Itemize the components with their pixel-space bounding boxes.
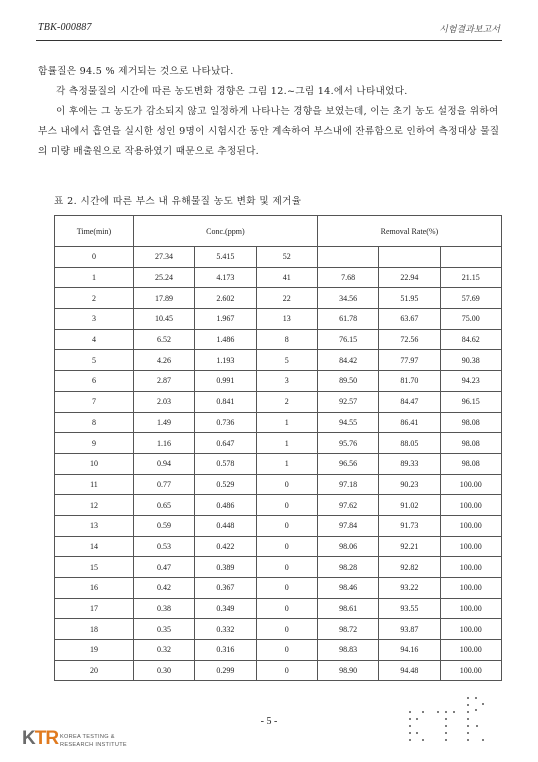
concentration-cell: 0.38 [133, 598, 194, 619]
concentration-cell: 0.47 [133, 557, 194, 578]
table-row [55, 453, 502, 474]
time-cell: 11 [55, 474, 134, 495]
concentration-cell: 0 [256, 640, 317, 661]
time-cell: 12 [55, 495, 134, 516]
time-cell: 7 [55, 391, 134, 412]
time-cell: 18 [55, 619, 134, 640]
removal-rate-cell: 61.78 [317, 309, 378, 330]
concentration-cell: 6.52 [133, 329, 194, 350]
concentration-cell: 1.49 [133, 412, 194, 433]
time-cell: 15 [55, 557, 134, 578]
removal-rate-cell: 94.55 [317, 412, 378, 433]
concentration-cell: 0.736 [195, 412, 256, 433]
table-row [55, 515, 502, 536]
concentration-cell: 3 [256, 371, 317, 392]
concentration-cell: 1.16 [133, 433, 194, 454]
table-row [55, 536, 502, 557]
removal-rate-cell: 100.00 [440, 495, 501, 516]
concentration-cell: 0.42 [133, 578, 194, 599]
concentration-cell: 13 [256, 309, 317, 330]
concentration-cell: 0.841 [195, 391, 256, 412]
removal-rate-cell: 92.21 [379, 536, 440, 557]
removal-rate-cell: 90.23 [379, 474, 440, 495]
removal-rate-cell: 97.84 [317, 515, 378, 536]
removal-rate-cell: 100.00 [440, 660, 501, 681]
concentration-cell: 0.389 [195, 557, 256, 578]
logo-line-1: KOREA TESTING & [60, 734, 115, 740]
concentration-cell: 1 [256, 412, 317, 433]
time-cell: 14 [55, 536, 134, 557]
removal-rate-cell: 89.50 [317, 371, 378, 392]
concentration-cell: 0.647 [195, 433, 256, 454]
removal-rate-cell: 95.76 [317, 433, 378, 454]
concentration-cell: 2 [256, 391, 317, 412]
concentration-cell: 25.24 [133, 267, 194, 288]
removal-rate-cell: 100.00 [440, 619, 501, 640]
concentration-cell: 0.529 [195, 474, 256, 495]
removal-rate-cell: 92.82 [379, 557, 440, 578]
table-row [55, 433, 502, 454]
removal-rate-cell: 98.72 [317, 619, 378, 640]
concentration-cell: 0.578 [195, 453, 256, 474]
header-concentration: Conc.(ppm) [133, 216, 317, 247]
removal-rate-cell: 89.33 [379, 453, 440, 474]
removal-rate-cell: 98.61 [317, 598, 378, 619]
concentration-cell: 0.59 [133, 515, 194, 536]
table-caption: 표 2. 시간에 따른 부스 내 유해물질 농도 변화 및 제거율 [54, 196, 302, 207]
time-cell: 10 [55, 453, 134, 474]
time-cell: 20 [55, 660, 134, 681]
time-cell: 9 [55, 433, 134, 454]
concentration-cell: 5 [256, 350, 317, 371]
table-header-row [55, 216, 502, 247]
removal-rate-cell [440, 247, 501, 268]
time-cell: 3 [55, 309, 134, 330]
concentration-cell: 0 [256, 495, 317, 516]
body-text [38, 62, 500, 162]
removal-rate-cell: 100.00 [440, 578, 501, 599]
table-row [55, 391, 502, 412]
removal-rate-cell: 88.05 [379, 433, 440, 454]
paragraph-1: 함률질은 94.5 % 제거되는 것으로 나타났다. [38, 66, 234, 77]
concentration-cell: 27.34 [133, 247, 194, 268]
removal-rate-cell: 100.00 [440, 515, 501, 536]
removal-rate-cell: 100.00 [440, 640, 501, 661]
time-cell: 8 [55, 412, 134, 433]
report-code: TBK-000887 [38, 22, 92, 33]
concentration-cell: 0.35 [133, 619, 194, 640]
removal-rate-cell: 76.15 [317, 329, 378, 350]
removal-rate-cell: 63.67 [379, 309, 440, 330]
removal-rate-cell: 22.94 [379, 267, 440, 288]
removal-rate-cell: 98.90 [317, 660, 378, 681]
concentration-table [54, 215, 502, 681]
concentration-cell: 0.65 [133, 495, 194, 516]
concentration-cell: 8 [256, 329, 317, 350]
removal-rate-cell: 100.00 [440, 474, 501, 495]
time-cell: 1 [55, 267, 134, 288]
table-row [55, 267, 502, 288]
table-row [55, 474, 502, 495]
removal-rate-cell: 94.48 [379, 660, 440, 681]
removal-rate-cell: 98.28 [317, 557, 378, 578]
concentration-cell: 0.367 [195, 578, 256, 599]
concentration-cell: 0 [256, 660, 317, 681]
concentration-cell: 2.03 [133, 391, 194, 412]
concentration-cell: 0.94 [133, 453, 194, 474]
removal-rate-cell [379, 247, 440, 268]
header-divider [36, 40, 502, 41]
removal-rate-cell: 84.62 [440, 329, 501, 350]
removal-rate-cell: 97.18 [317, 474, 378, 495]
concentration-cell: 1.967 [195, 309, 256, 330]
removal-rate-cell: 100.00 [440, 536, 501, 557]
concentration-cell: 0.77 [133, 474, 194, 495]
table-row [55, 598, 502, 619]
removal-rate-cell: 93.87 [379, 619, 440, 640]
table-row [55, 557, 502, 578]
time-cell: 4 [55, 329, 134, 350]
removal-rate-cell: 100.00 [440, 557, 501, 578]
removal-rate-cell: 84.42 [317, 350, 378, 371]
logo-line-2: RESEARCH INSTITUTE [60, 742, 127, 748]
table-row [55, 578, 502, 599]
removal-rate-cell: 96.56 [317, 453, 378, 474]
removal-rate-cell: 98.08 [440, 453, 501, 474]
concentration-cell: 22 [256, 288, 317, 309]
removal-rate-cell: 97.62 [317, 495, 378, 516]
header-removal-rate: Removal Rate(%) [317, 216, 501, 247]
concentration-cell: 1.486 [195, 329, 256, 350]
concentration-cell: 0 [256, 598, 317, 619]
concentration-cell: 0.422 [195, 536, 256, 557]
removal-rate-cell: 81.70 [379, 371, 440, 392]
ktr-logo [22, 728, 152, 754]
time-cell: 2 [55, 288, 134, 309]
concentration-cell: 1 [256, 433, 317, 454]
removal-rate-cell: 98.08 [440, 433, 501, 454]
concentration-cell: 0.448 [195, 515, 256, 536]
header-time: Time(min) [55, 216, 134, 247]
concentration-cell: 0 [256, 557, 317, 578]
removal-rate-cell: 91.02 [379, 495, 440, 516]
concentration-cell: 0.332 [195, 619, 256, 640]
concentration-cell: 0.991 [195, 371, 256, 392]
time-cell: 0 [55, 247, 134, 268]
table-row [55, 660, 502, 681]
concentration-cell: 0 [256, 578, 317, 599]
concentration-cell: 5.415 [195, 247, 256, 268]
removal-rate-cell: 93.22 [379, 578, 440, 599]
removal-rate-cell: 57.69 [440, 288, 501, 309]
concentration-cell: 0.53 [133, 536, 194, 557]
removal-rate-cell: 96.15 [440, 391, 501, 412]
time-cell: 16 [55, 578, 134, 599]
time-cell: 6 [55, 371, 134, 392]
concentration-cell: 0.316 [195, 640, 256, 661]
table-row [55, 309, 502, 330]
removal-rate-cell: 84.47 [379, 391, 440, 412]
removal-rate-cell [317, 247, 378, 268]
table-row [55, 329, 502, 350]
table-row [55, 247, 502, 268]
removal-rate-cell: 92.57 [317, 391, 378, 412]
paragraph-3: 이 후에는 그 농도가 감소되지 않고 일정하게 나타나는 경향을 보였는데, 이는 초기 농도 설정을 위하여 부스 내에서 흡연을 실시한 성인 9명이 시험시간 동안 계속하여 부스내에 잔류함으로 인하여 측정대상 물질의 미량 배출원으로 작용하였기 때문으로 추정된다. [38, 106, 500, 157]
table-row [55, 350, 502, 371]
concentration-cell: 0 [256, 474, 317, 495]
removal-rate-cell: 91.73 [379, 515, 440, 536]
removal-rate-cell: 75.00 [440, 309, 501, 330]
concentration-cell: 0.30 [133, 660, 194, 681]
time-cell: 19 [55, 640, 134, 661]
concentration-cell: 1.193 [195, 350, 256, 371]
page-header [38, 22, 500, 38]
removal-rate-cell: 86.41 [379, 412, 440, 433]
concentration-cell: 0 [256, 536, 317, 557]
concentration-cell: 2.602 [195, 288, 256, 309]
removal-rate-cell: 98.46 [317, 578, 378, 599]
removal-rate-cell: 98.83 [317, 640, 378, 661]
concentration-cell: 0.486 [195, 495, 256, 516]
removal-rate-cell: 94.16 [379, 640, 440, 661]
time-cell: 17 [55, 598, 134, 619]
table-row [55, 371, 502, 392]
removal-rate-cell: 100.00 [440, 598, 501, 619]
report-title: 시험결과보고서 [439, 25, 500, 35]
removal-rate-cell: 7.68 [317, 267, 378, 288]
concentration-cell: 52 [256, 247, 317, 268]
ktr-watermark [402, 690, 512, 750]
removal-rate-cell: 72.56 [379, 329, 440, 350]
time-cell: 13 [55, 515, 134, 536]
ktr-logo-text [60, 733, 127, 749]
concentration-cell: 0 [256, 515, 317, 536]
table-row [55, 619, 502, 640]
paragraph-2: 각 측정물질의 시간에 따른 농도변화 경향은 그림 12.~그림 14.에서 나타내었다. [56, 86, 408, 97]
removal-rate-cell: 93.55 [379, 598, 440, 619]
concentration-cell: 17.89 [133, 288, 194, 309]
table-row [55, 495, 502, 516]
concentration-cell: 0 [256, 619, 317, 640]
table-row [55, 412, 502, 433]
concentration-cell: 41 [256, 267, 317, 288]
concentration-cell: 10.45 [133, 309, 194, 330]
table-row [55, 288, 502, 309]
concentration-cell: 0.299 [195, 660, 256, 681]
removal-rate-cell: 34.56 [317, 288, 378, 309]
page-number: - 5 - [260, 716, 278, 727]
removal-rate-cell: 94.23 [440, 371, 501, 392]
time-cell: 5 [55, 350, 134, 371]
removal-rate-cell: 21.15 [440, 267, 501, 288]
table-row [55, 640, 502, 661]
concentration-cell: 0.32 [133, 640, 194, 661]
removal-rate-cell: 98.06 [317, 536, 378, 557]
concentration-cell: 4.26 [133, 350, 194, 371]
ktr-logo-mark: KTR [22, 728, 59, 749]
removal-rate-cell: 51.95 [379, 288, 440, 309]
concentration-cell: 1 [256, 453, 317, 474]
removal-rate-cell: 77.97 [379, 350, 440, 371]
concentration-cell: 2.87 [133, 371, 194, 392]
removal-rate-cell: 98.08 [440, 412, 501, 433]
table-body [55, 247, 502, 681]
removal-rate-cell: 90.38 [440, 350, 501, 371]
concentration-cell: 4.173 [195, 267, 256, 288]
concentration-cell: 0.349 [195, 598, 256, 619]
